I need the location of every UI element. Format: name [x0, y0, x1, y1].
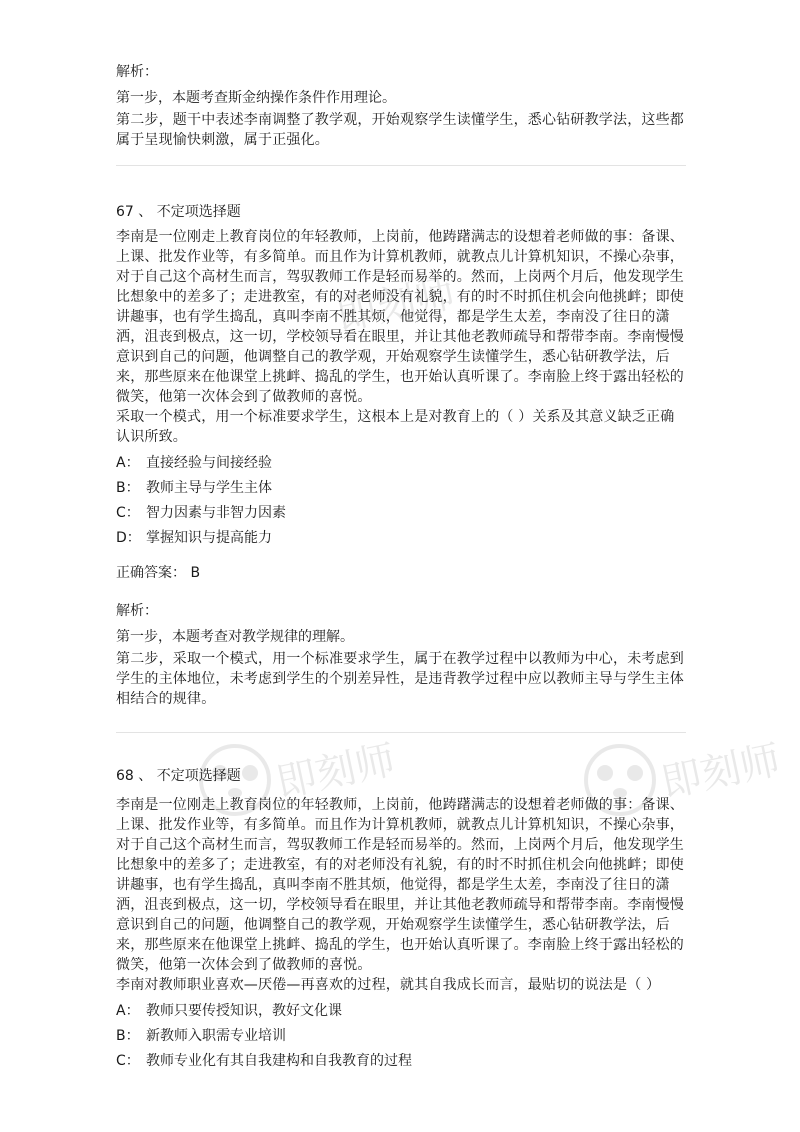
watermark-text: 即刻师	[657, 736, 785, 807]
option-text: 教师只要传授知识，教好文化课	[146, 1003, 342, 1019]
option-text: 智力因素与非智力因素	[146, 505, 286, 521]
question-header: 68 、 不定项选择题	[116, 768, 241, 784]
divider	[116, 165, 686, 166]
question-prompt: 李南对教师职业喜欢—厌倦—再喜欢的过程，就其自我成长而言，最贴切的说法是（ ）	[116, 977, 661, 993]
question-stem: 李南是一位刚走上教育岗位的年轻教师，上岗前，他踌躇满志的设想着老师做的事：备课、上课、批发作业等，有多简单。而且作为计算机教师，就教点儿计算机知识，不操心杂事，对于自己这个高材生而言，驾驭教师工作是轻而易举的。然而，上岗两个月后，他发现学生比想象中的差多了；走进教室，有的对老师没有礼貌，有的时不时抓住机会向他挑衅；即使讲趣事，也有学生捣乱，真叫李南不胜其烦，他觉得，都是学生太差，李南没了往日的潇洒，沮丧到极点，这一切，学校领导看在眼里，并让其他老教师疏导和帮带李南。李南慢慢意识到自己的问题，他调整自己的教学观，开始观察学生读懂学生，悉心钻研教学法，后来，那些原来在他课堂上挑衅、捣乱的学生，也开始认真听课了。李南脸上终于露出轻松的微笑，他第一次体会到了做教师的喜悦。	[116, 797, 684, 973]
option-d[interactable]	[116, 528, 686, 548]
option-list	[116, 1001, 686, 1071]
option-text: 教师专业化有其自我建构和自我教育的过程	[146, 1053, 412, 1069]
option-b[interactable]	[116, 1026, 686, 1046]
option-text: 直接经验与间接经验	[146, 455, 272, 471]
analysis-step1: 第一步，本题考查对教学规律的理解。	[116, 629, 354, 645]
correct-answer	[116, 563, 686, 584]
watermark-text: 即刻师	[272, 736, 400, 807]
analysis-step2: 第二步，采取一个模式，用一个标准要求学生，属于在教学过程中以教师为中心，未考虑到学生的主体地位，未考虑到学生的个别差异性，是违背教学过程中应以教师主导与学生主体相结合的规律。	[116, 651, 684, 707]
answer-label: 正确答案：	[116, 565, 186, 581]
option-text: 掌握知识与提高能力	[146, 530, 272, 546]
option-b[interactable]	[116, 478, 686, 498]
analysis-label: 解析：	[116, 64, 158, 80]
option-key: A ：	[116, 1001, 146, 1021]
question-stem: 李南是一位刚走上教育岗位的年轻教师，上岗前，他踌躇满志的设想着老师做的事：备课、上课、批发作业等，有多简单。而且作为计算机教师，就教点儿计算机知识，不操心杂事，对于自己这个高材生而言，驾驭教师工作是轻而易举的。然而，上岗两个月后，他发现学生比想象中的差多了；走进教室，有的对老师没有礼貌，有的时不时抓住机会向他挑衅；即使讲趣事，也有学生捣乱，真叫李南不胜其烦，他觉得，都是学生太差，李南没了往日的潇洒，沮丧到极点，这一切，学校领导看在眼里，并让其他老教师疏导和帮带李南。李南慢慢意识到自己的问题，他调整自己的教学观，开始观察学生读懂学生，悉心钻研教学法，后来，那些原来在他课堂上挑衅、捣乱的学生，也开始认真听课了。李南脸上终于露出轻松的微笑，他第一次体会到了做教师的喜悦。	[116, 229, 684, 405]
option-key: B ：	[116, 1026, 146, 1046]
question-prompt: 采取一个模式，用一个标准要求学生，这根本上是对教育上的（ ）关系及其意义缺乏正确认识所致。	[116, 409, 675, 445]
option-c[interactable]	[116, 1051, 686, 1071]
option-key: C ：	[116, 503, 146, 523]
option-text: 新教师入职需专业培训	[146, 1028, 286, 1044]
prev-analysis	[116, 62, 686, 150]
analysis-step2: 第二步，题干中表述李南调整了教学观，开始观察学生读懂学生，悉心钻研教学法，这些都属于呈现愉快刺激，属于正强化。	[116, 112, 684, 148]
option-key: A ：	[116, 453, 146, 473]
option-key: C ：	[116, 1051, 146, 1071]
option-key: B ：	[116, 478, 146, 498]
watermark-text: 即刻师	[332, 269, 460, 340]
option-list	[116, 453, 686, 548]
option-key: D ：	[116, 528, 146, 548]
answer-value: B	[190, 565, 201, 581]
divider	[116, 732, 686, 733]
analysis-label: 解析：	[116, 603, 158, 619]
question-header: 67 、 不定项选择题	[116, 204, 241, 220]
analysis-step1: 第一步，本题考查斯金纳操作条件作用理论。	[116, 90, 396, 106]
option-c[interactable]	[116, 503, 686, 523]
option-a[interactable]	[116, 1001, 686, 1021]
option-a[interactable]	[116, 453, 686, 473]
option-text: 教师主导与学生主体	[146, 480, 272, 496]
question-67	[116, 202, 686, 709]
question-68	[116, 766, 686, 1071]
